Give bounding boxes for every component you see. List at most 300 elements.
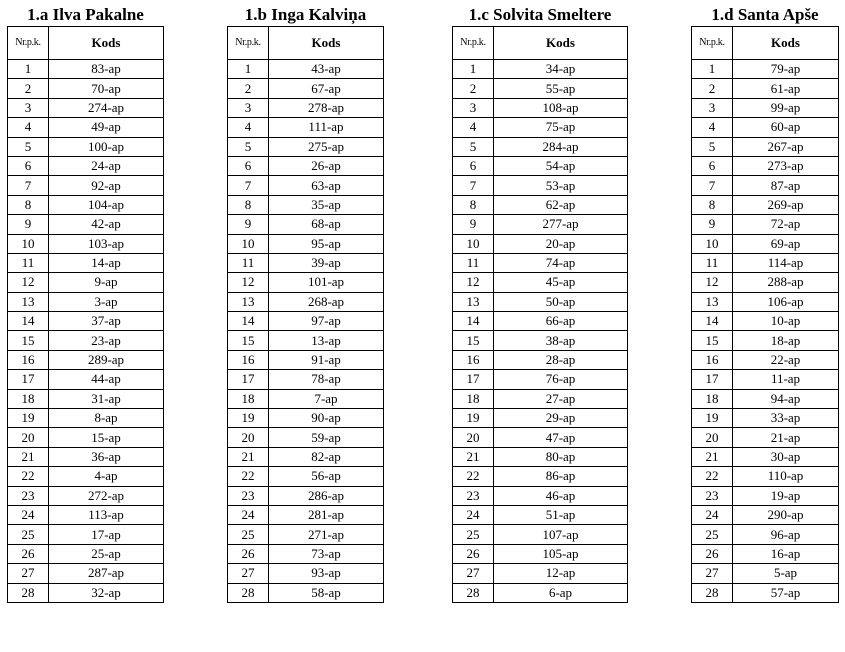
table-row (8, 564, 164, 583)
row-number-cell: 22 (8, 467, 49, 486)
table-row (228, 312, 384, 331)
row-number-cell: 4 (8, 118, 49, 137)
table-row (228, 234, 384, 253)
code-cell: 90-ap (269, 409, 384, 428)
table-row (228, 156, 384, 175)
row-number-cell: 7 (228, 176, 269, 195)
row-number-cell: 3 (692, 98, 733, 117)
table-row (228, 467, 384, 486)
row-number-cell: 9 (692, 215, 733, 234)
table-row (228, 544, 384, 563)
row-number-cell: 18 (228, 389, 269, 408)
code-cell: 57-ap (733, 583, 839, 602)
code-cell: 288-ap (733, 273, 839, 292)
table-row (228, 505, 384, 524)
table-row (453, 486, 628, 505)
row-number-cell: 5 (692, 137, 733, 156)
code-cell: 271-ap (269, 525, 384, 544)
table-row (453, 447, 628, 466)
code-cell: 55-ap (494, 79, 628, 98)
table-row (692, 98, 839, 117)
table-row (692, 350, 839, 369)
header-kods: Kods (269, 27, 384, 60)
row-number-cell: 19 (692, 409, 733, 428)
row-number-cell: 8 (692, 195, 733, 214)
row-number-cell: 6 (453, 156, 494, 175)
code-cell: 92-ap (49, 176, 164, 195)
row-number-cell: 19 (228, 409, 269, 428)
code-cell: 114-ap (733, 253, 839, 272)
row-number-cell: 4 (228, 118, 269, 137)
code-cell: 47-ap (494, 428, 628, 447)
code-cell: 31-ap (49, 389, 164, 408)
row-number-cell: 27 (453, 564, 494, 583)
row-number-cell: 11 (453, 253, 494, 272)
table-row (8, 389, 164, 408)
code-cell: 29-ap (494, 409, 628, 428)
code-table (452, 26, 628, 603)
code-cell: 83-ap (49, 60, 164, 79)
row-number-cell: 6 (228, 156, 269, 175)
table-row (228, 331, 384, 350)
table-row (692, 544, 839, 563)
row-number-cell: 18 (692, 389, 733, 408)
code-cell: 24-ap (49, 156, 164, 175)
row-number-cell: 21 (692, 447, 733, 466)
code-cell: 274-ap (49, 98, 164, 117)
code-cell: 110-ap (733, 467, 839, 486)
row-number-cell: 22 (453, 467, 494, 486)
table-row (692, 525, 839, 544)
row-number-cell: 6 (692, 156, 733, 175)
table-row (453, 215, 628, 234)
code-cell: 86-ap (494, 467, 628, 486)
code-cell: 35-ap (269, 195, 384, 214)
code-cell: 19-ap (733, 486, 839, 505)
row-number-cell: 1 (453, 60, 494, 79)
code-cell: 99-ap (733, 98, 839, 117)
table-row (692, 195, 839, 214)
table-row (228, 564, 384, 583)
table-row (228, 428, 384, 447)
code-cell: 281-ap (269, 505, 384, 524)
row-number-cell: 28 (8, 583, 49, 602)
row-number-cell: 7 (8, 176, 49, 195)
code-cell: 58-ap (269, 583, 384, 602)
header-kods: Kods (733, 27, 839, 60)
code-cell: 80-ap (494, 447, 628, 466)
code-cell: 100-ap (49, 137, 164, 156)
code-cell: 79-ap (733, 60, 839, 79)
code-cell: 7-ap (269, 389, 384, 408)
code-cell: 105-ap (494, 544, 628, 563)
row-number-cell: 16 (453, 350, 494, 369)
table-row (453, 409, 628, 428)
row-number-cell: 10 (8, 234, 49, 253)
code-cell: 62-ap (494, 195, 628, 214)
table-row (453, 156, 628, 175)
code-cell: 69-ap (733, 234, 839, 253)
code-cell: 286-ap (269, 486, 384, 505)
row-number-cell: 4 (692, 118, 733, 137)
table-row (8, 234, 164, 253)
table-row (228, 273, 384, 292)
code-cell: 93-ap (269, 564, 384, 583)
code-cell: 37-ap (49, 312, 164, 331)
table-row (8, 253, 164, 272)
code-cell: 15-ap (49, 428, 164, 447)
row-number-cell: 26 (228, 544, 269, 563)
code-cell: 46-ap (494, 486, 628, 505)
row-number-cell: 2 (453, 79, 494, 98)
code-cell: 39-ap (269, 253, 384, 272)
code-cell: 287-ap (49, 564, 164, 583)
table-row (228, 118, 384, 137)
table-row (453, 428, 628, 447)
code-cell: 5-ap (733, 564, 839, 583)
code-cell: 20-ap (494, 234, 628, 253)
table-row (228, 525, 384, 544)
table-row (692, 505, 839, 524)
code-cell: 61-ap (733, 79, 839, 98)
code-cell: 59-ap (269, 428, 384, 447)
row-number-cell: 21 (8, 447, 49, 466)
row-number-cell: 5 (8, 137, 49, 156)
table-row (228, 195, 384, 214)
code-cell: 73-ap (269, 544, 384, 563)
row-number-cell: 17 (8, 370, 49, 389)
table-row (228, 409, 384, 428)
table-row (692, 234, 839, 253)
code-cell: 106-ap (733, 292, 839, 311)
table-row (228, 253, 384, 272)
row-number-cell: 22 (692, 467, 733, 486)
code-cell: 290-ap (733, 505, 839, 524)
table-row (453, 137, 628, 156)
row-number-cell: 24 (8, 505, 49, 524)
code-cell: 14-ap (49, 253, 164, 272)
table-row (8, 583, 164, 602)
row-number-cell: 27 (228, 564, 269, 583)
row-number-cell: 11 (8, 253, 49, 272)
header-nr: Nr.p.k. (228, 27, 269, 60)
table-body (8, 60, 164, 603)
row-number-cell: 19 (453, 409, 494, 428)
code-cell: 70-ap (49, 79, 164, 98)
code-cell: 94-ap (733, 389, 839, 408)
table-row (8, 467, 164, 486)
code-cell: 104-ap (49, 195, 164, 214)
row-number-cell: 26 (692, 544, 733, 563)
table-title: 1.a Ilva Pakalne (27, 5, 144, 24)
code-cell: 18-ap (733, 331, 839, 350)
code-cell: 27-ap (494, 389, 628, 408)
table-row (453, 292, 628, 311)
code-cell: 34-ap (494, 60, 628, 79)
table-row (692, 60, 839, 79)
table-row (8, 118, 164, 137)
code-cell: 267-ap (733, 137, 839, 156)
code-cell: 96-ap (733, 525, 839, 544)
table-row (453, 79, 628, 98)
table-row (8, 544, 164, 563)
row-number-cell: 3 (228, 98, 269, 117)
table-row (8, 428, 164, 447)
row-number-cell: 5 (228, 137, 269, 156)
row-number-cell: 10 (692, 234, 733, 253)
code-cell: 13-ap (269, 331, 384, 350)
row-number-cell: 5 (453, 137, 494, 156)
code-cell: 26-ap (269, 156, 384, 175)
row-number-cell: 28 (228, 583, 269, 602)
row-number-cell: 20 (692, 428, 733, 447)
code-cell: 53-ap (494, 176, 628, 195)
row-number-cell: 9 (8, 215, 49, 234)
table-row (8, 350, 164, 369)
code-table (227, 26, 384, 603)
code-cell: 113-ap (49, 505, 164, 524)
row-number-cell: 1 (8, 60, 49, 79)
table-body (228, 60, 384, 603)
code-cell: 10-ap (733, 312, 839, 331)
row-number-cell: 13 (692, 292, 733, 311)
code-cell: 9-ap (49, 273, 164, 292)
table-row (8, 176, 164, 195)
table-row (692, 215, 839, 234)
row-number-cell: 16 (8, 350, 49, 369)
table-row (692, 156, 839, 175)
code-cell: 67-ap (269, 79, 384, 98)
table-row (692, 137, 839, 156)
row-number-cell: 11 (228, 253, 269, 272)
table-row (453, 583, 628, 602)
row-number-cell: 15 (228, 331, 269, 350)
code-cell: 44-ap (49, 370, 164, 389)
code-cell: 78-ap (269, 370, 384, 389)
row-number-cell: 26 (8, 544, 49, 563)
code-cell: 54-ap (494, 156, 628, 175)
table-row (692, 564, 839, 583)
table-row (453, 467, 628, 486)
table-row (692, 583, 839, 602)
row-number-cell: 14 (453, 312, 494, 331)
code-cell: 4-ap (49, 467, 164, 486)
table-row (692, 409, 839, 428)
table-row (8, 137, 164, 156)
row-number-cell: 2 (228, 79, 269, 98)
table-row (228, 98, 384, 117)
table-row (453, 273, 628, 292)
row-number-cell: 25 (692, 525, 733, 544)
row-number-cell: 18 (453, 389, 494, 408)
code-cell: 22-ap (733, 350, 839, 369)
code-cell: 21-ap (733, 428, 839, 447)
row-number-cell: 26 (453, 544, 494, 563)
table-row (8, 79, 164, 98)
code-cell: 56-ap (269, 467, 384, 486)
row-number-cell: 2 (692, 79, 733, 98)
row-number-cell: 28 (692, 583, 733, 602)
row-number-cell: 20 (8, 428, 49, 447)
code-cell: 51-ap (494, 505, 628, 524)
code-cell: 284-ap (494, 137, 628, 156)
code-cell: 107-ap (494, 525, 628, 544)
row-number-cell: 9 (228, 215, 269, 234)
code-cell: 60-ap (733, 118, 839, 137)
table-row (453, 525, 628, 544)
table-row (8, 486, 164, 505)
code-cell: 101-ap (269, 273, 384, 292)
code-cell: 25-ap (49, 544, 164, 563)
code-cell: 91-ap (269, 350, 384, 369)
row-number-cell: 4 (453, 118, 494, 137)
row-number-cell: 17 (692, 370, 733, 389)
row-number-cell: 13 (8, 292, 49, 311)
table-row (453, 389, 628, 408)
table-title: 1.d Santa Apše (711, 5, 819, 24)
code-cell: 36-ap (49, 447, 164, 466)
table-row (692, 331, 839, 350)
row-number-cell: 23 (692, 486, 733, 505)
table-row (8, 273, 164, 292)
table-row (8, 195, 164, 214)
code-cell: 82-ap (269, 447, 384, 466)
code-cell: 49-ap (49, 118, 164, 137)
row-number-cell: 11 (692, 253, 733, 272)
row-number-cell: 3 (8, 98, 49, 117)
code-cell: 111-ap (269, 118, 384, 137)
table-row (453, 253, 628, 272)
table-row (8, 525, 164, 544)
table-row (8, 156, 164, 175)
table-row (692, 312, 839, 331)
header-nr: Nr.p.k. (692, 27, 733, 60)
row-number-cell: 23 (8, 486, 49, 505)
table-row (8, 215, 164, 234)
header-nr: Nr.p.k. (453, 27, 494, 60)
row-number-cell: 12 (692, 273, 733, 292)
code-cell: 277-ap (494, 215, 628, 234)
row-number-cell: 25 (8, 525, 49, 544)
code-cell: 43-ap (269, 60, 384, 79)
table-row (228, 370, 384, 389)
code-cell: 12-ap (494, 564, 628, 583)
table-row (228, 389, 384, 408)
row-number-cell: 21 (228, 447, 269, 466)
table-row (453, 350, 628, 369)
code-cell: 97-ap (269, 312, 384, 331)
code-cell: 11-ap (733, 370, 839, 389)
code-cell: 103-ap (49, 234, 164, 253)
row-number-cell: 1 (692, 60, 733, 79)
table-row (228, 447, 384, 466)
row-number-cell: 21 (453, 447, 494, 466)
table-row (692, 253, 839, 272)
code-table (7, 26, 164, 603)
table-title: 1.c Solvita Smeltere (468, 5, 612, 24)
table-row (8, 312, 164, 331)
row-number-cell: 23 (453, 486, 494, 505)
row-number-cell: 13 (228, 292, 269, 311)
row-number-cell: 25 (228, 525, 269, 544)
header-nr: Nr.p.k. (8, 27, 49, 60)
row-number-cell: 24 (692, 505, 733, 524)
table-row (228, 60, 384, 79)
table-body (453, 60, 628, 603)
row-number-cell: 28 (453, 583, 494, 602)
table-row (228, 350, 384, 369)
table-row (453, 544, 628, 563)
table-row (228, 137, 384, 156)
code-table (691, 26, 839, 603)
row-number-cell: 27 (692, 564, 733, 583)
row-number-cell: 12 (453, 273, 494, 292)
code-cell: 269-ap (733, 195, 839, 214)
table-row (228, 176, 384, 195)
row-number-cell: 15 (692, 331, 733, 350)
table-row (8, 60, 164, 79)
row-number-cell: 18 (8, 389, 49, 408)
row-number-cell: 22 (228, 467, 269, 486)
code-cell: 8-ap (49, 409, 164, 428)
row-number-cell: 12 (228, 273, 269, 292)
code-cell: 289-ap (49, 350, 164, 369)
row-number-cell: 14 (692, 312, 733, 331)
table-title: 1.b Inga Kalviņa (244, 5, 367, 24)
code-cell: 273-ap (733, 156, 839, 175)
table-row (692, 486, 839, 505)
row-number-cell: 6 (8, 156, 49, 175)
code-cell: 95-ap (269, 234, 384, 253)
row-number-cell: 2 (8, 79, 49, 98)
table-row (692, 176, 839, 195)
code-cell: 45-ap (494, 273, 628, 292)
code-cell: 275-ap (269, 137, 384, 156)
table-row (8, 98, 164, 117)
row-number-cell: 8 (228, 195, 269, 214)
table-row (453, 60, 628, 79)
code-cell: 68-ap (269, 215, 384, 234)
code-cell: 32-ap (49, 583, 164, 602)
code-cell: 50-ap (494, 292, 628, 311)
table-body (692, 60, 839, 603)
table-row (453, 195, 628, 214)
row-number-cell: 24 (453, 505, 494, 524)
code-cell: 30-ap (733, 447, 839, 466)
row-number-cell: 25 (453, 525, 494, 544)
table-row (692, 447, 839, 466)
row-number-cell: 7 (692, 176, 733, 195)
row-number-cell: 17 (453, 370, 494, 389)
code-cell: 63-ap (269, 176, 384, 195)
row-number-cell: 1 (228, 60, 269, 79)
code-cell: 23-ap (49, 331, 164, 350)
table-row (228, 79, 384, 98)
code-cell: 17-ap (49, 525, 164, 544)
code-cell: 272-ap (49, 486, 164, 505)
code-cell: 16-ap (733, 544, 839, 563)
code-cell: 268-ap (269, 292, 384, 311)
table-row (453, 118, 628, 137)
table-row (692, 370, 839, 389)
row-number-cell: 20 (453, 428, 494, 447)
table-row (8, 505, 164, 524)
row-number-cell: 14 (8, 312, 49, 331)
table-row (228, 215, 384, 234)
row-number-cell: 20 (228, 428, 269, 447)
row-number-cell: 17 (228, 370, 269, 389)
table-row (692, 292, 839, 311)
